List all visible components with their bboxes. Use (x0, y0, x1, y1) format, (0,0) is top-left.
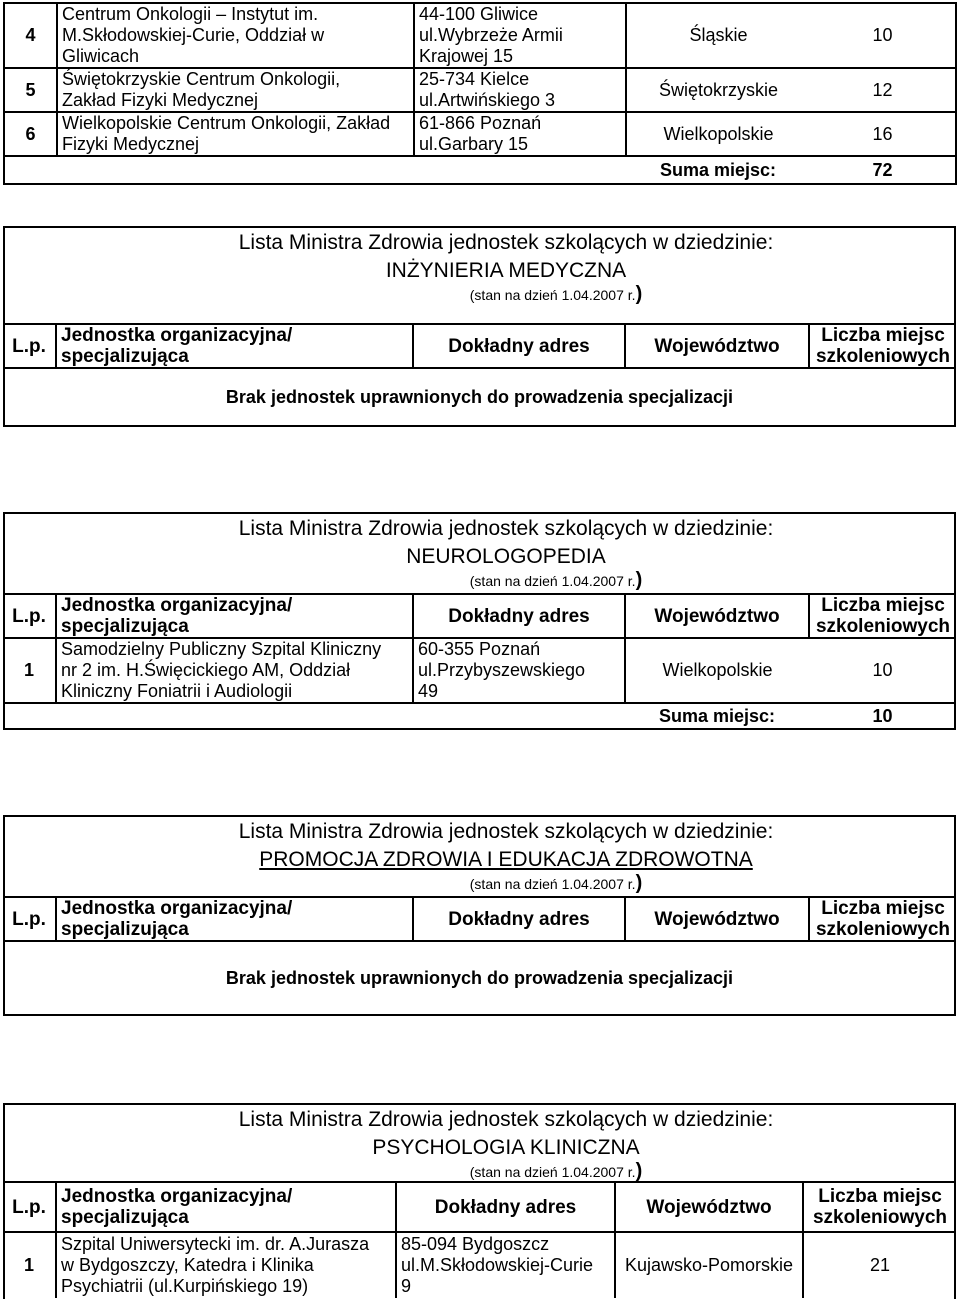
sum-label: Suma miejsc: (625, 703, 809, 729)
col-lp: L.p. (3, 1182, 56, 1232)
sum-row (3, 703, 956, 729)
row-voivodeship: Kujawsko-Pomorskie (615, 1232, 803, 1298)
row-places: 16 (810, 112, 956, 156)
row-address: 44-100 Gliwice ul.Wybrzeże Armii Krajowej 15 (414, 3, 626, 68)
col-unit: Jednostka organizacyjna/ specjalizująca (56, 324, 413, 368)
sum-row (4, 156, 956, 184)
title-prefix: Lista Ministra Zdrowia jednostek szkolących w dziedzinie: (238, 231, 774, 254)
col-places: Liczba miejsc szkoleniowych (809, 324, 956, 368)
field-name: NEUROLOGOPEDIA (406, 545, 606, 568)
col-lp: L.p. (3, 594, 56, 638)
field-name: PSYCHOLOGIA KLINICZNA (372, 1136, 640, 1159)
field-name: PROMOCJA ZDROWIA I EDUKACJA ZDROWOTNA (259, 848, 753, 871)
col-voivodeship: Województwo (625, 594, 809, 638)
header-row (3, 324, 956, 368)
col-voivodeship: Województwo (625, 324, 809, 368)
col-places: Liczba miejsc szkoleniowych (809, 897, 956, 941)
row-lp: 4 (4, 3, 57, 68)
table-row (3, 638, 956, 703)
row-unit: Wielkopolskie Centrum Onkologii, Zakład Fizyki Medycznej (57, 112, 414, 156)
top-table (3, 2, 957, 185)
row-address: 25-734 Kielce ul.Artwińskiego 3 (414, 68, 626, 112)
sum-label: Suma miejsc: (626, 156, 810, 184)
col-address: Dokładny adres (413, 324, 625, 368)
row-places: 21 (803, 1232, 956, 1298)
section-promocja (3, 815, 956, 1015)
col-address: Dokładny adres (413, 897, 625, 941)
header-row (3, 594, 956, 638)
no-units-message: Brak jednostek uprawnionych do prowadzenia specjalizacji (225, 387, 734, 407)
row-lp: 5 (4, 68, 57, 112)
section-inzynieria (3, 226, 956, 426)
title-prefix: Lista Ministra Zdrowia jednostek szkolących w dziedzinie: (238, 1108, 774, 1131)
sum-value: 10 (809, 703, 956, 729)
section-psychologia (3, 1103, 956, 1298)
table-row (4, 3, 956, 68)
section-title (56, 815, 956, 897)
col-address: Dokładny adres (413, 594, 625, 638)
col-address: Dokładny adres (396, 1182, 615, 1232)
header-row (3, 1182, 956, 1232)
col-lp: L.p. (3, 897, 56, 941)
row-address: 85-094 Bydgoszcz ul.M.Skłodowskiej-Curie 9 (396, 1232, 615, 1298)
col-voivodeship: Województwo (625, 897, 809, 941)
row-unit: Świętokrzyskie Centrum Onkologii, Zakład Fizyki Medycznej (57, 68, 414, 112)
section-title (56, 1103, 956, 1182)
field-name: INŻYNIERIA MEDYCZNA (385, 259, 627, 282)
row-voivodeship: Wielkopolskie (626, 112, 810, 156)
row-places: 10 (809, 638, 956, 703)
section-title (56, 512, 956, 594)
table-row (3, 1232, 956, 1298)
no-units-message: Brak jednostek uprawnionych do prowadzenia specjalizacji (225, 968, 734, 988)
col-unit: Jednostka organizacyjna/ specjalizująca (56, 897, 413, 941)
row-voivodeship: Śląskie (626, 3, 810, 68)
stan-date: (stan na dzień 1.04.2007 r.) (469, 872, 643, 894)
row-address: 61-866 Poznań ul.Garbary 15 (414, 112, 626, 156)
row-lp: 1 (3, 638, 56, 703)
title-prefix: Lista Ministra Zdrowia jednostek szkolących w dziedzinie: (238, 517, 774, 540)
col-voivodeship: Województwo (615, 1182, 803, 1232)
col-places: Liczba miejsc szkoleniowych (809, 594, 956, 638)
sum-value: 72 (810, 156, 956, 184)
row-address: 60-355 Poznań ul.Przybyszewskiego 49 (413, 638, 625, 703)
col-places: Liczba miejsc szkoleniowych (803, 1182, 956, 1232)
header-row (3, 897, 956, 941)
stan-date: (stan na dzień 1.04.2007 r.) (469, 1160, 643, 1182)
row-unit: Szpital Uniwersytecki im. dr. A.Jurasza w Bydgoszczy, Katedra i Klinika Psychiatrii (ul.Kurpińskiego 19) (56, 1232, 396, 1298)
stan-date: (stan na dzień 1.04.2007 r.) (469, 283, 643, 305)
stan-date: (stan na dzień 1.04.2007 r.) (469, 569, 643, 591)
col-unit: Jednostka organizacyjna/ specjalizująca (56, 1182, 396, 1232)
col-unit: Jednostka organizacyjna/ specjalizująca (56, 594, 413, 638)
title-prefix: Lista Ministra Zdrowia jednostek szkolących w dziedzinie: (238, 820, 774, 843)
section-title (56, 226, 956, 324)
row-places: 10 (810, 3, 956, 68)
row-voivodeship: Wielkopolskie (625, 638, 809, 703)
section-neurologopedia (3, 512, 956, 729)
row-unit: Centrum Onkologii – Instytut im. M.Skłodowskiej-Curie, Oddział w Gliwicach (57, 3, 414, 68)
row-lp: 6 (4, 112, 57, 156)
table-row (4, 112, 956, 156)
row-voivodeship: Świętokrzyskie (626, 68, 810, 112)
row-places: 12 (810, 68, 956, 112)
table-row (4, 68, 956, 112)
col-lp: L.p. (3, 324, 56, 368)
row-unit: Samodzielny Publiczny Szpital Kliniczny nr 2 im. H.Święcickiego AM, Oddział Kliniczny Foniatrii i Audiologii (56, 638, 413, 703)
row-lp: 1 (3, 1232, 56, 1298)
